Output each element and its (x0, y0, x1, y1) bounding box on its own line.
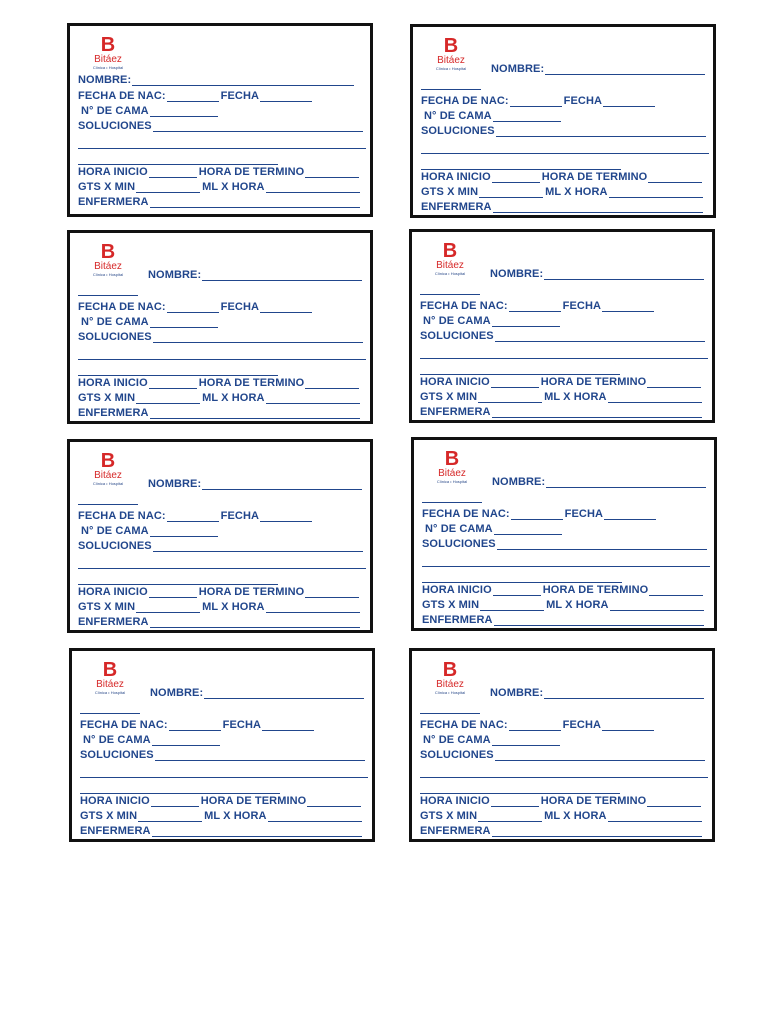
field-label-gts: GTS X MIN (420, 391, 478, 403)
soluciones-row (78, 118, 365, 132)
patient-label-card (67, 439, 373, 633)
field-label-nombre: NOMBRE: (150, 687, 204, 699)
write-line[interactable] (305, 167, 359, 178)
write-line[interactable] (262, 720, 314, 731)
write-line[interactable] (150, 197, 360, 208)
write-line[interactable] (150, 526, 218, 537)
field-label-fecha: FECHA (220, 90, 260, 102)
write-line[interactable] (260, 511, 312, 522)
field-label-fecha-nac: FECHA DE NAC: (420, 300, 508, 312)
write-line[interactable] (647, 377, 701, 388)
fecha-row (78, 508, 314, 522)
field-label-cama: N° DE CAMA (83, 734, 151, 746)
write-line[interactable] (604, 509, 656, 520)
field-label-ml: ML X HORA (544, 810, 607, 822)
nombre-row (148, 267, 364, 281)
logo-tagline: Clínica • Hospital (92, 65, 124, 70)
field-label-fecha: FECHA (220, 301, 260, 313)
hora-row (80, 793, 363, 807)
logo-name: Bitáez (94, 470, 122, 481)
write-line[interactable] (150, 408, 360, 419)
logo-tagline: Clínica • Hospital (435, 66, 467, 71)
fecha-row (422, 506, 658, 520)
logo-letter: B (100, 450, 116, 472)
goteo-row (80, 808, 364, 822)
soluciones-row (420, 328, 707, 342)
write-line[interactable] (167, 91, 219, 102)
soluciones-line-2[interactable] (80, 777, 368, 778)
cama-row (424, 108, 563, 122)
write-line[interactable] (545, 64, 705, 75)
field-label-enfermera: ENFERMERA (420, 825, 491, 837)
goteo-row (421, 184, 705, 198)
write-line[interactable] (479, 187, 543, 198)
write-line[interactable] (307, 796, 361, 807)
write-line[interactable] (204, 688, 364, 699)
logo-letter: B (442, 659, 458, 681)
enfermera-row (78, 405, 362, 419)
write-line[interactable] (544, 269, 704, 280)
field-label-hora-inicio: HORA INICIO (80, 795, 150, 807)
write-line[interactable] (478, 811, 542, 822)
cama-row (83, 732, 222, 746)
write-line[interactable] (649, 585, 703, 596)
field-label-hora-termino: HORA DE TERMINO (200, 795, 307, 807)
field-label-hora-termino: HORA DE TERMINO (540, 376, 647, 388)
write-line[interactable] (493, 585, 541, 596)
nombre-continuation-line[interactable] (420, 294, 480, 295)
nombre-row (78, 72, 356, 86)
write-line[interactable] (152, 826, 362, 837)
logo-tagline: Clínica • Hospital (434, 271, 466, 276)
patient-label-card (411, 437, 717, 631)
patient-label-card (69, 648, 375, 842)
write-line[interactable] (610, 600, 704, 611)
field-label-hora-termino: HORA DE TERMINO (541, 171, 648, 183)
field-label-ml: ML X HORA (546, 599, 609, 611)
nombre-row (492, 474, 708, 488)
logo-tagline: Clínica • Hospital (94, 690, 126, 695)
write-line[interactable] (202, 479, 362, 490)
cama-row (81, 103, 220, 117)
enfermera-row (420, 823, 704, 837)
cama-row (81, 523, 220, 537)
hora-row (78, 375, 361, 389)
field-label-enfermera: ENFERMERA (422, 614, 493, 626)
field-label-fecha-nac: FECHA DE NAC: (80, 719, 168, 731)
write-line[interactable] (268, 811, 362, 822)
cama-row (425, 521, 564, 535)
write-line[interactable] (153, 332, 363, 343)
field-label-enfermera: ENFERMERA (78, 407, 149, 419)
field-label-hora-termino: HORA DE TERMINO (198, 166, 305, 178)
write-line[interactable] (152, 735, 220, 746)
field-label-ml: ML X HORA (202, 392, 265, 404)
bitaez-logo (426, 450, 478, 482)
nombre-continuation-line[interactable] (78, 295, 138, 296)
goteo-row (78, 179, 362, 193)
write-line[interactable] (495, 750, 705, 761)
logo-tagline: Clínica • Hospital (436, 479, 468, 484)
write-line[interactable] (260, 302, 312, 313)
patient-label-card (409, 229, 715, 423)
logo-letter: B (102, 659, 118, 681)
goteo-row (78, 599, 362, 613)
field-label-cama: N° DE CAMA (81, 316, 149, 328)
soluciones-row (80, 747, 367, 761)
field-label-fecha-nac: FECHA DE NAC: (78, 90, 166, 102)
field-label-gts: GTS X MIN (420, 810, 478, 822)
write-line[interactable] (492, 172, 540, 183)
field-label-nombre: NOMBRE: (148, 478, 202, 490)
write-line[interactable] (495, 331, 705, 342)
field-label-hora-inicio: HORA INICIO (422, 584, 492, 596)
write-line[interactable] (494, 615, 704, 626)
write-line[interactable] (648, 172, 702, 183)
field-label-nombre: NOMBRE: (490, 687, 544, 699)
write-line[interactable] (132, 75, 354, 86)
field-label-nombre: NOMBRE: (490, 268, 544, 280)
logo-letter: B (100, 241, 116, 263)
hora-row (78, 584, 361, 598)
field-label-hora-inicio: HORA INICIO (420, 376, 490, 388)
field-label-hora-inicio: HORA INICIO (78, 377, 148, 389)
field-label-nombre: NOMBRE: (492, 476, 546, 488)
logo-letter: B (442, 240, 458, 262)
field-label-fecha: FECHA (222, 719, 262, 731)
write-line[interactable] (608, 392, 702, 403)
field-label-ml: ML X HORA (204, 810, 267, 822)
field-label-cama: N° DE CAMA (423, 734, 491, 746)
field-label-ml: ML X HORA (202, 181, 265, 193)
write-line[interactable] (491, 377, 539, 388)
soluciones-row (422, 536, 709, 550)
write-line[interactable] (153, 121, 363, 132)
bitaez-logo (82, 243, 134, 275)
write-line[interactable] (136, 602, 200, 613)
hora-row (420, 793, 703, 807)
write-line[interactable] (496, 126, 706, 137)
patient-label-card (67, 23, 373, 217)
field-label-hora-inicio: HORA INICIO (421, 171, 491, 183)
field-label-cama: N° DE CAMA (81, 525, 149, 537)
logo-tagline: Clínica • Hospital (92, 272, 124, 277)
write-line[interactable] (266, 602, 360, 613)
enfermera-row (421, 199, 705, 213)
logo-tagline: Clínica • Hospital (434, 690, 466, 695)
field-label-soluciones: SOLUCIONES (78, 331, 152, 343)
write-line[interactable] (305, 587, 359, 598)
write-line[interactable] (509, 301, 561, 312)
bitaez-logo (425, 37, 477, 69)
cama-row (81, 314, 220, 328)
write-line[interactable] (169, 720, 221, 731)
enfermera-row (422, 612, 706, 626)
field-label-fecha-nac: FECHA DE NAC: (78, 301, 166, 313)
write-line[interactable] (602, 720, 654, 731)
field-label-cama: N° DE CAMA (81, 105, 149, 117)
write-line[interactable] (151, 796, 199, 807)
write-line[interactable] (603, 96, 655, 107)
logo-name: Bitáez (438, 468, 466, 479)
write-line[interactable] (149, 378, 197, 389)
field-label-hora-inicio: HORA INICIO (78, 166, 148, 178)
write-line[interactable] (492, 826, 702, 837)
write-line[interactable] (494, 524, 562, 535)
field-label-fecha-nac: FECHA DE NAC: (421, 95, 509, 107)
nombre-row (490, 266, 706, 280)
write-line[interactable] (149, 587, 197, 598)
logo-name: Bitáez (436, 260, 464, 271)
soluciones-row (420, 747, 707, 761)
field-label-nombre: NOMBRE: (78, 74, 132, 86)
write-line[interactable] (511, 509, 563, 520)
write-line[interactable] (492, 316, 560, 327)
field-label-gts: GTS X MIN (80, 810, 138, 822)
logo-name: Bitáez (436, 679, 464, 690)
field-label-ml: ML X HORA (544, 391, 607, 403)
write-line[interactable] (138, 811, 202, 822)
write-line[interactable] (150, 617, 360, 628)
goteo-row (420, 808, 704, 822)
field-label-cama: N° DE CAMA (425, 523, 493, 535)
field-label-ml: ML X HORA (202, 601, 265, 613)
soluciones-line-2[interactable] (78, 148, 366, 149)
nombre-row (150, 685, 366, 699)
hora-row (78, 164, 361, 178)
write-line[interactable] (149, 167, 197, 178)
fecha-row (421, 93, 657, 107)
field-label-hora-termino: HORA DE TERMINO (540, 795, 647, 807)
patient-label-card (410, 24, 716, 218)
cama-row (423, 313, 562, 327)
field-label-nombre: NOMBRE: (491, 63, 545, 75)
hora-row (420, 374, 703, 388)
field-label-hora-inicio: HORA INICIO (78, 586, 148, 598)
write-line[interactable] (544, 688, 704, 699)
field-label-soluciones: SOLUCIONES (80, 749, 154, 761)
logo-name: Bitáez (94, 54, 122, 65)
field-label-fecha: FECHA (562, 719, 602, 731)
field-label-soluciones: SOLUCIONES (420, 749, 494, 761)
soluciones-line-2[interactable] (420, 777, 708, 778)
patient-label-card (67, 230, 373, 424)
write-line[interactable] (202, 270, 362, 281)
hora-row (421, 169, 704, 183)
enfermera-row (420, 404, 704, 418)
field-label-hora-termino: HORA DE TERMINO (198, 586, 305, 598)
write-line[interactable] (546, 477, 706, 488)
nombre-row (148, 476, 364, 490)
bitaez-logo (82, 36, 134, 68)
field-label-gts: GTS X MIN (78, 392, 136, 404)
write-line[interactable] (153, 541, 363, 552)
bitaez-logo (84, 661, 136, 693)
field-label-enfermera: ENFERMERA (421, 201, 492, 213)
write-line[interactable] (136, 393, 200, 404)
field-label-fecha-nac: FECHA DE NAC: (78, 510, 166, 522)
enfermera-row (78, 194, 362, 208)
field-label-hora-inicio: HORA INICIO (420, 795, 490, 807)
field-label-fecha: FECHA (563, 95, 603, 107)
nombre-row (490, 685, 706, 699)
write-line[interactable] (150, 317, 218, 328)
fecha-row (420, 298, 656, 312)
field-label-ml: ML X HORA (545, 186, 608, 198)
field-label-hora-termino: HORA DE TERMINO (198, 377, 305, 389)
write-line[interactable] (493, 111, 561, 122)
write-line[interactable] (609, 187, 703, 198)
enfermera-row (80, 823, 364, 837)
field-label-cama: N° DE CAMA (423, 315, 491, 327)
field-label-gts: GTS X MIN (78, 601, 136, 613)
field-label-enfermera: ENFERMERA (80, 825, 151, 837)
nombre-continuation-line[interactable] (421, 89, 481, 90)
field-label-enfermera: ENFERMERA (420, 406, 491, 418)
logo-letter: B (100, 34, 116, 56)
write-line[interactable] (497, 539, 707, 550)
goteo-row (78, 390, 362, 404)
logo-tagline: Clínica • Hospital (92, 481, 124, 486)
field-label-fecha: FECHA (562, 300, 602, 312)
nombre-continuation-line[interactable] (420, 713, 480, 714)
write-line[interactable] (167, 302, 219, 313)
field-label-enfermera: ENFERMERA (78, 196, 149, 208)
field-label-gts: GTS X MIN (78, 181, 136, 193)
write-line[interactable] (167, 511, 219, 522)
field-label-hora-termino: HORA DE TERMINO (542, 584, 649, 596)
write-line[interactable] (150, 106, 218, 117)
soluciones-row (78, 538, 365, 552)
soluciones-line-2[interactable] (421, 153, 709, 154)
hora-row (422, 582, 705, 596)
field-label-fecha: FECHA (564, 508, 604, 520)
logo-name: Bitáez (94, 261, 122, 272)
write-line[interactable] (602, 301, 654, 312)
field-label-fecha: FECHA (220, 510, 260, 522)
field-label-gts: GTS X MIN (421, 186, 479, 198)
nombre-continuation-line[interactable] (422, 502, 482, 503)
write-line[interactable] (136, 182, 200, 193)
fecha-row (78, 88, 314, 102)
bitaez-logo (424, 242, 476, 274)
field-label-gts: GTS X MIN (422, 599, 480, 611)
write-line[interactable] (266, 393, 360, 404)
fecha-row (420, 717, 656, 731)
field-label-nombre: NOMBRE: (148, 269, 202, 281)
soluciones-line-2[interactable] (78, 359, 366, 360)
patient-label-card (409, 648, 715, 842)
field-label-cama: N° DE CAMA (424, 110, 492, 122)
field-label-fecha-nac: FECHA DE NAC: (422, 508, 510, 520)
write-line[interactable] (491, 796, 539, 807)
field-label-soluciones: SOLUCIONES (421, 125, 495, 137)
nombre-continuation-line[interactable] (80, 713, 140, 714)
field-label-soluciones: SOLUCIONES (420, 330, 494, 342)
enfermera-row (78, 614, 362, 628)
field-label-enfermera: ENFERMERA (78, 616, 149, 628)
nombre-continuation-line[interactable] (78, 504, 138, 505)
field-label-soluciones: SOLUCIONES (78, 540, 152, 552)
write-line[interactable] (305, 378, 359, 389)
write-line[interactable] (509, 720, 561, 731)
fecha-row (78, 299, 314, 313)
logo-letter: B (443, 35, 459, 57)
write-line[interactable] (260, 91, 312, 102)
write-line[interactable] (492, 407, 702, 418)
logo-name: Bitáez (437, 55, 465, 66)
bitaez-logo (424, 661, 476, 693)
soluciones-row (78, 329, 365, 343)
goteo-row (420, 389, 704, 403)
nombre-row (491, 61, 707, 75)
soluciones-line-2[interactable] (420, 358, 708, 359)
cama-row (423, 732, 562, 746)
write-line[interactable] (480, 600, 544, 611)
field-label-soluciones: SOLUCIONES (422, 538, 496, 550)
soluciones-line-2[interactable] (78, 568, 366, 569)
write-line[interactable] (493, 202, 703, 213)
write-line[interactable] (478, 392, 542, 403)
write-line[interactable] (608, 811, 702, 822)
write-line[interactable] (647, 796, 701, 807)
write-line[interactable] (510, 96, 562, 107)
bitaez-logo (82, 452, 134, 484)
goteo-row (422, 597, 706, 611)
write-line[interactable] (155, 750, 365, 761)
soluciones-row (421, 123, 708, 137)
fecha-row (80, 717, 316, 731)
write-line[interactable] (492, 735, 560, 746)
logo-letter: B (444, 448, 460, 470)
field-label-soluciones: SOLUCIONES (78, 120, 152, 132)
write-line[interactable] (266, 182, 360, 193)
logo-name: Bitáez (96, 679, 124, 690)
soluciones-line-2[interactable] (422, 566, 710, 567)
field-label-fecha-nac: FECHA DE NAC: (420, 719, 508, 731)
